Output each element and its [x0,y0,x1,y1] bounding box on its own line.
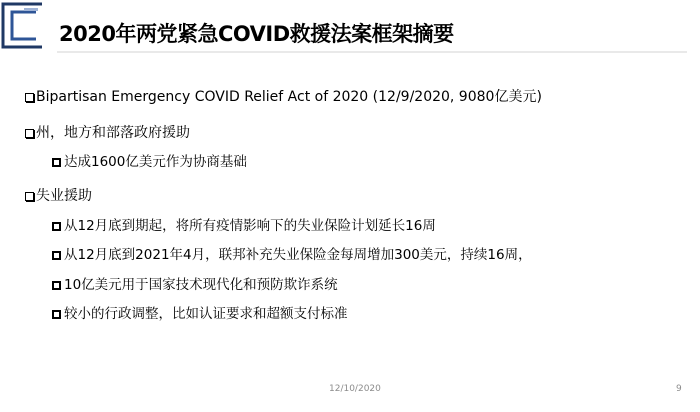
sub-bullet-item [52,217,436,235]
hollow-square-bullet-icon [25,93,34,102]
footer-date: 12/10/2020 [329,384,381,394]
bullet-text: 失业援助 [36,188,92,204]
square-bullet-icon [52,281,61,290]
sub-bullet-item [52,153,247,171]
square-bullet-icon [52,222,61,231]
square-bullet-icon [52,251,61,260]
bullet-text: 从12月底到2021年4月，联邦补充失业保险金每周增加300美元，持续16周， [64,247,532,263]
hollow-square-bullet-icon [25,129,34,138]
sub-bullet-item [52,276,338,294]
square-bullet-icon [52,310,61,319]
sub-bullet-item [52,305,348,323]
bullet-text: 达成1600亿美元作为协商基础 [64,154,247,170]
bullet-item [25,187,92,205]
square-bullet-icon [52,158,61,167]
bullet-item [25,124,190,142]
bullet-text: 从12月底到期起，将所有疫情影响下的失业保险计划延长16周 [64,218,436,234]
bullet-text: Bipartisan Emergency COVID Relief Act of 2020 (12/9/2020, 9080亿美元) [36,89,542,105]
hollow-square-bullet-icon [25,192,34,201]
bullet-item [25,88,542,106]
page-number: 9 [676,384,682,394]
bullet-text: 较小的行政调整，比如认证要求和超额支付标准 [64,306,348,322]
bullet-text: 10亿美元用于国家技术现代化和预防欺诈系统 [64,277,338,293]
sub-bullet-item [52,246,532,264]
slide-title: 2020年两党紧急COVID救援法案框架摘要 [59,22,454,46]
bullet-text: 州，地方和部落政府援助 [36,125,190,141]
